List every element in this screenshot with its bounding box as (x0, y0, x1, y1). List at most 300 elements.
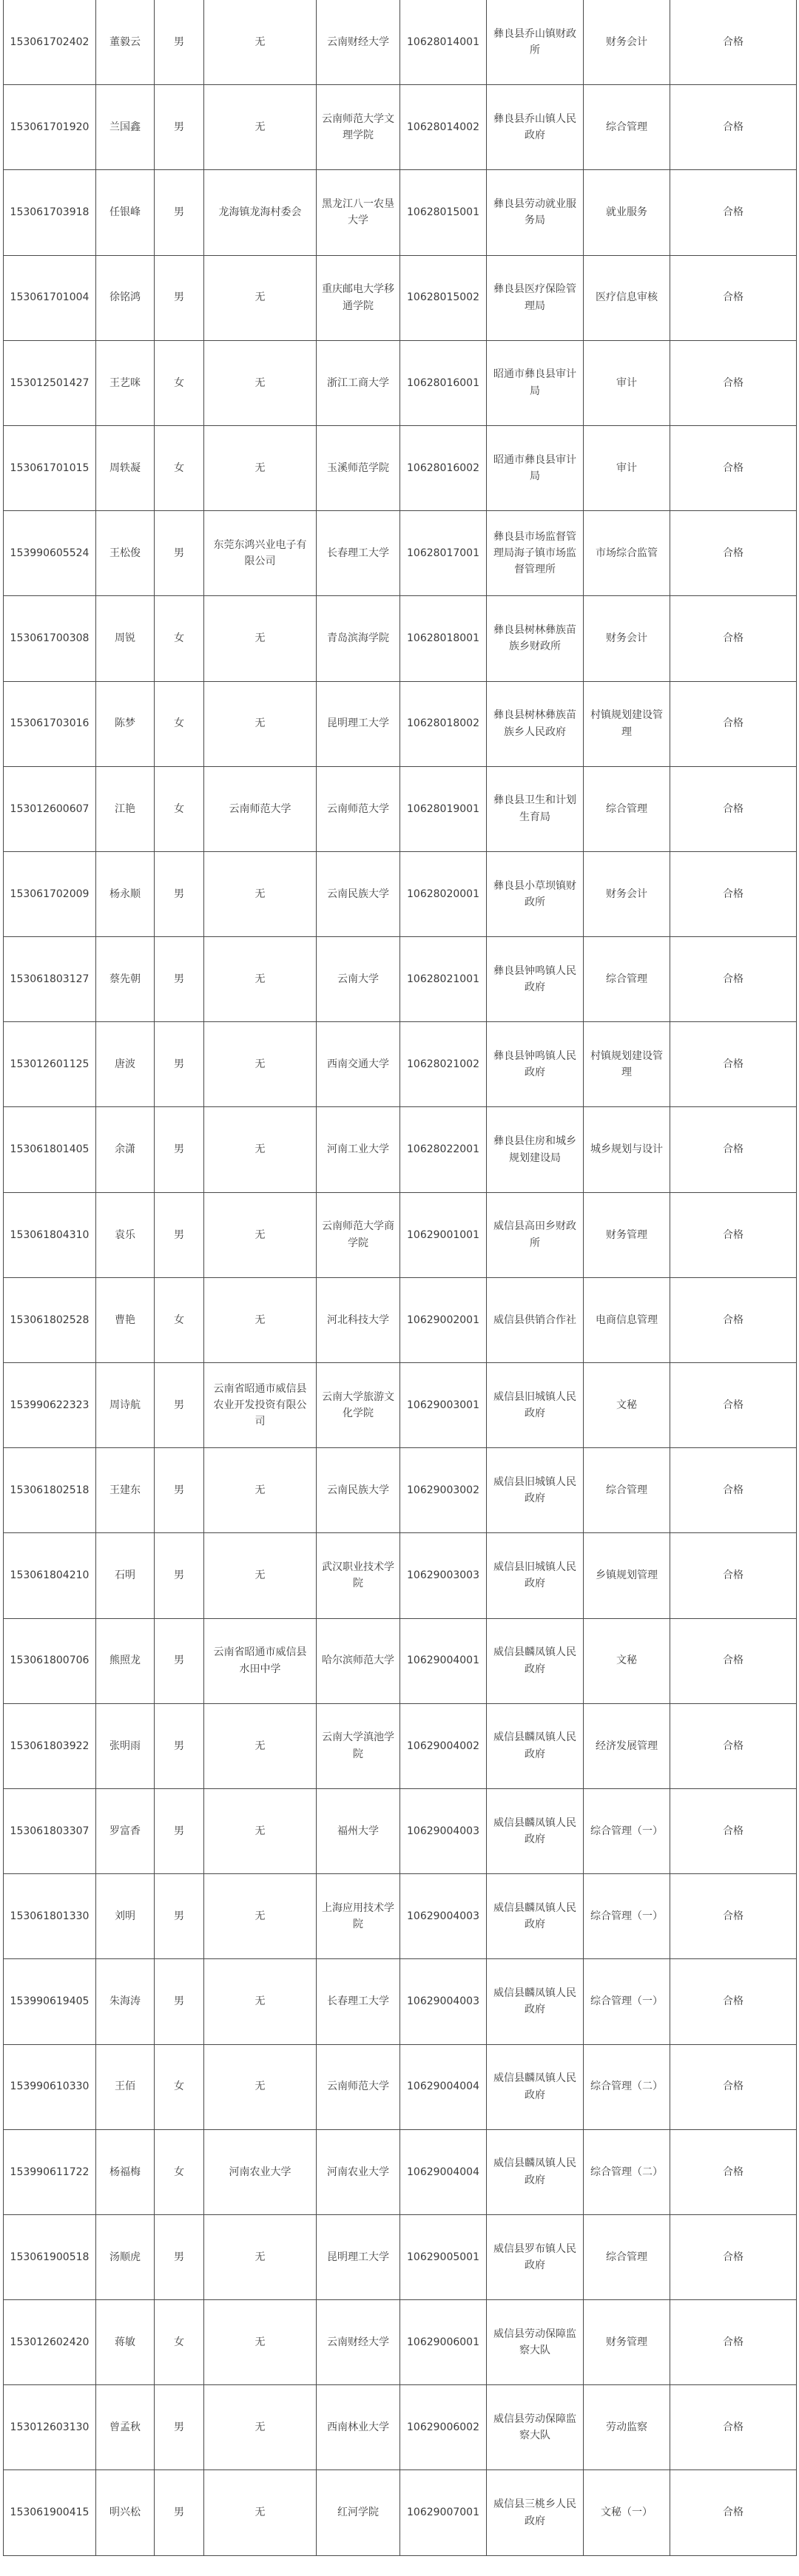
gender-cell: 男 (155, 511, 204, 596)
school-cell: 西南交通大学 (317, 1022, 400, 1107)
position-name-cell: 医疗信息审核 (584, 255, 670, 340)
gender-cell: 男 (155, 1703, 204, 1788)
position-code-cell: 10629001001 (400, 1192, 487, 1277)
result-cell: 合格 (670, 596, 797, 681)
table-row (4, 681, 797, 766)
table-row (4, 1022, 797, 1107)
result-cell: 合格 (670, 851, 797, 936)
result-cell: 合格 (670, 2300, 797, 2385)
name-cell: 汤顺虎 (96, 2214, 155, 2299)
position-name-cell: 文秘 (584, 1363, 670, 1448)
gender-cell: 男 (155, 1533, 204, 1618)
name-cell: 王建东 (96, 1448, 155, 1533)
result-cell: 合格 (670, 937, 797, 1022)
unit-cell: 威信县劳动保障监察大队 (487, 2300, 584, 2385)
workplace-cell: 无 (204, 937, 317, 1022)
table-row (4, 1363, 797, 1448)
exam-number-cell: 153061701004 (4, 255, 96, 340)
position-name-cell: 财务会计 (584, 596, 670, 681)
exam-number-cell: 153061701920 (4, 85, 96, 170)
position-code-cell: 10628016002 (400, 425, 487, 510)
position-code-cell: 10629004004 (400, 2044, 487, 2129)
result-cell: 合格 (670, 2214, 797, 2299)
unit-cell: 威信县麟凤镇人民政府 (487, 1874, 584, 1959)
position-code-cell: 10628014001 (400, 0, 487, 85)
workplace-cell: 无 (204, 1107, 317, 1192)
school-cell: 浙江工商大学 (317, 340, 400, 425)
result-cell: 合格 (670, 1874, 797, 1959)
gender-cell: 女 (155, 2129, 204, 2214)
gender-cell: 女 (155, 766, 204, 851)
position-code-cell: 10629006002 (400, 2385, 487, 2470)
school-cell: 云南师范大学 (317, 766, 400, 851)
position-code-cell: 10629003001 (400, 1363, 487, 1448)
exam-number-cell: 153990605524 (4, 511, 96, 596)
table-row (4, 1618, 797, 1703)
school-cell: 红河学院 (317, 2470, 400, 2555)
table-row (4, 2129, 797, 2214)
table-row (4, 255, 797, 340)
gender-cell: 女 (155, 2300, 204, 2385)
gender-cell: 女 (155, 2044, 204, 2129)
exam-number-cell: 153061703918 (4, 170, 96, 255)
table-row (4, 2044, 797, 2129)
position-name-cell: 财务会计 (584, 851, 670, 936)
workplace-cell: 龙海镇龙海村委会 (204, 170, 317, 255)
exam-number-cell: 153061804310 (4, 1192, 96, 1277)
gender-cell: 女 (155, 340, 204, 425)
position-code-cell: 10628018002 (400, 681, 487, 766)
name-cell: 陈梦 (96, 681, 155, 766)
school-cell: 青岛滨海学院 (317, 596, 400, 681)
position-code-cell: 10628015001 (400, 170, 487, 255)
result-cell: 合格 (670, 766, 797, 851)
exam-number-cell: 153061801405 (4, 1107, 96, 1192)
unit-cell: 威信县高田乡财政所 (487, 1192, 584, 1277)
exam-number-cell: 153061803922 (4, 1703, 96, 1788)
table-row (4, 1874, 797, 1959)
exam-number-cell: 153061804210 (4, 1533, 96, 1618)
unit-cell: 昭通市彝良县审计局 (487, 340, 584, 425)
unit-cell: 威信县供销合作社 (487, 1277, 584, 1362)
unit-cell: 威信县劳动保障监察大队 (487, 2385, 584, 2470)
workplace-cell: 无 (204, 851, 317, 936)
name-cell: 兰国鑫 (96, 85, 155, 170)
result-cell: 合格 (670, 1107, 797, 1192)
school-cell: 武汉职业技术学院 (317, 1533, 400, 1618)
workplace-cell: 无 (204, 1022, 317, 1107)
unit-cell: 彝良县钟鸣镇人民政府 (487, 937, 584, 1022)
position-code-cell: 10629004003 (400, 1788, 487, 1873)
workplace-cell: 无 (204, 255, 317, 340)
position-name-cell: 财务会计 (584, 0, 670, 85)
name-cell: 张明雨 (96, 1703, 155, 1788)
table-row (4, 170, 797, 255)
result-cell: 合格 (670, 1022, 797, 1107)
name-cell: 周诗航 (96, 1363, 155, 1448)
result-cell: 合格 (670, 681, 797, 766)
result-cell: 合格 (670, 255, 797, 340)
name-cell: 徐铭鸿 (96, 255, 155, 340)
result-cell: 合格 (670, 1363, 797, 1448)
candidate-table (3, 0, 797, 2556)
name-cell: 王松俊 (96, 511, 155, 596)
exam-number-cell: 153990610330 (4, 2044, 96, 2129)
workplace-cell: 无 (204, 1703, 317, 1788)
gender-cell: 男 (155, 2470, 204, 2555)
gender-cell: 女 (155, 596, 204, 681)
workplace-cell: 云南省昭通市威信县水田中学 (204, 1618, 317, 1703)
position-code-cell: 10629004003 (400, 1959, 487, 2044)
school-cell: 长春理工大学 (317, 511, 400, 596)
workplace-cell: 无 (204, 1959, 317, 2044)
unit-cell: 彝良县劳动就业服务局 (487, 170, 584, 255)
position-code-cell: 10629004004 (400, 2129, 487, 2214)
position-name-cell: 经济发展管理 (584, 1703, 670, 1788)
exam-number-cell: 153012603130 (4, 2385, 96, 2470)
unit-cell: 威信县麟凤镇人民政府 (487, 2129, 584, 2214)
table-row (4, 1533, 797, 1618)
unit-cell: 彝良县钟鸣镇人民政府 (487, 1022, 584, 1107)
table-row (4, 1788, 797, 1873)
name-cell: 蒋敏 (96, 2300, 155, 2385)
table-row (4, 2300, 797, 2385)
position-code-cell: 10629003002 (400, 1448, 487, 1533)
gender-cell: 男 (155, 255, 204, 340)
position-name-cell: 财务管理 (584, 1192, 670, 1277)
position-name-cell: 综合管理（二） (584, 2044, 670, 2129)
unit-cell: 彝良县树林彝族苗族乡财政所 (487, 596, 584, 681)
exam-number-cell: 153061800706 (4, 1618, 96, 1703)
position-name-cell: 审计 (584, 340, 670, 425)
position-name-cell: 审计 (584, 425, 670, 510)
position-name-cell: 电商信息管理 (584, 1277, 670, 1362)
school-cell: 云南财经大学 (317, 2300, 400, 2385)
position-name-cell: 城乡规划与设计 (584, 1107, 670, 1192)
exam-number-cell: 153061802518 (4, 1448, 96, 1533)
result-cell: 合格 (670, 2385, 797, 2470)
result-cell: 合格 (670, 1618, 797, 1703)
gender-cell: 男 (155, 1788, 204, 1873)
result-cell: 合格 (670, 1959, 797, 2044)
gender-cell: 男 (155, 1874, 204, 1959)
exam-number-cell: 153061900518 (4, 2214, 96, 2299)
table-row (4, 1277, 797, 1362)
name-cell: 曹艳 (96, 1277, 155, 1362)
name-cell: 董毅云 (96, 0, 155, 85)
position-name-cell: 综合管理 (584, 85, 670, 170)
position-name-cell: 就业服务 (584, 170, 670, 255)
school-cell: 云南师范大学文理学院 (317, 85, 400, 170)
school-cell: 云南大学滇池学院 (317, 1703, 400, 1788)
position-name-cell: 村镇规划建设管理 (584, 1022, 670, 1107)
position-code-cell: 10629005001 (400, 2214, 487, 2299)
exam-number-cell: 153061701015 (4, 425, 96, 510)
unit-cell: 彝良县小草坝镇财政所 (487, 851, 584, 936)
gender-cell: 男 (155, 2385, 204, 2470)
school-cell: 云南民族大学 (317, 851, 400, 936)
table-row (4, 596, 797, 681)
result-cell: 合格 (670, 1448, 797, 1533)
table-row (4, 1959, 797, 2044)
unit-cell: 彝良县树林彝族苗族乡人民政府 (487, 681, 584, 766)
unit-cell: 彝良县住房和城乡规划建设局 (487, 1107, 584, 1192)
exam-number-cell: 153990611722 (4, 2129, 96, 2214)
name-cell: 王佰 (96, 2044, 155, 2129)
school-cell: 昆明理工大学 (317, 681, 400, 766)
result-cell: 合格 (670, 2044, 797, 2129)
result-cell: 合格 (670, 1703, 797, 1788)
name-cell: 任银峰 (96, 170, 155, 255)
exam-number-cell: 153012501427 (4, 340, 96, 425)
name-cell: 石明 (96, 1533, 155, 1618)
exam-number-cell: 153990622323 (4, 1363, 96, 1448)
gender-cell: 男 (155, 1107, 204, 1192)
exam-number-cell: 153061803127 (4, 937, 96, 1022)
gender-cell: 男 (155, 1363, 204, 1448)
school-cell: 昆明理工大学 (317, 2214, 400, 2299)
name-cell: 余潇 (96, 1107, 155, 1192)
position-name-cell: 综合管理 (584, 2214, 670, 2299)
unit-cell: 威信县旧城镇人民政府 (487, 1533, 584, 1618)
table-row (4, 2470, 797, 2555)
school-cell: 云南师范大学 (317, 2044, 400, 2129)
table-row (4, 340, 797, 425)
result-cell: 合格 (670, 1533, 797, 1618)
gender-cell: 男 (155, 1618, 204, 1703)
position-code-cell: 10628016001 (400, 340, 487, 425)
workplace-cell: 无 (204, 681, 317, 766)
workplace-cell: 无 (204, 1874, 317, 1959)
position-code-cell: 10629004001 (400, 1618, 487, 1703)
table-row (4, 511, 797, 596)
school-cell: 黑龙江八一农垦大学 (317, 170, 400, 255)
position-code-cell: 10629004003 (400, 1874, 487, 1959)
workplace-cell: 无 (204, 596, 317, 681)
position-code-cell: 10628021002 (400, 1022, 487, 1107)
result-cell: 合格 (670, 340, 797, 425)
gender-cell: 女 (155, 425, 204, 510)
workplace-cell: 无 (204, 425, 317, 510)
school-cell: 重庆邮电大学移通学院 (317, 255, 400, 340)
table-row (4, 0, 797, 85)
workplace-cell: 无 (204, 2214, 317, 2299)
table-row (4, 937, 797, 1022)
name-cell: 周锐 (96, 596, 155, 681)
gender-cell: 男 (155, 1448, 204, 1533)
gender-cell: 男 (155, 170, 204, 255)
table-row (4, 85, 797, 170)
name-cell: 曾孟秋 (96, 2385, 155, 2470)
position-code-cell: 10628017001 (400, 511, 487, 596)
school-cell: 云南大学旅游文化学院 (317, 1363, 400, 1448)
result-cell: 合格 (670, 1277, 797, 1362)
position-name-cell: 文秘 (584, 1618, 670, 1703)
name-cell: 明兴松 (96, 2470, 155, 2555)
exam-number-cell: 153061702009 (4, 851, 96, 936)
position-name-cell: 财务管理 (584, 2300, 670, 2385)
school-cell: 上海应用技术学院 (317, 1874, 400, 1959)
name-cell: 罗富香 (96, 1788, 155, 1873)
result-cell: 合格 (670, 1788, 797, 1873)
position-name-cell: 劳动监察 (584, 2385, 670, 2470)
workplace-cell: 云南师范大学 (204, 766, 317, 851)
position-code-cell: 10629007001 (400, 2470, 487, 2555)
school-cell: 长春理工大学 (317, 1959, 400, 2044)
position-name-cell: 文秘（一） (584, 2470, 670, 2555)
result-cell: 合格 (670, 0, 797, 85)
school-cell: 云南财经大学 (317, 0, 400, 85)
workplace-cell: 无 (204, 1788, 317, 1873)
table-row (4, 425, 797, 510)
unit-cell: 彝良县市场监督管理局海子镇市场监督管理所 (487, 511, 584, 596)
table-row (4, 1107, 797, 1192)
position-code-cell: 10629002001 (400, 1277, 487, 1362)
exam-number-cell: 153012601125 (4, 1022, 96, 1107)
table-row (4, 1448, 797, 1533)
unit-cell: 昭通市彝良县审计局 (487, 425, 584, 510)
workplace-cell: 无 (204, 1192, 317, 1277)
name-cell: 刘明 (96, 1874, 155, 1959)
school-cell: 福州大学 (317, 1788, 400, 1873)
school-cell: 西南林业大学 (317, 2385, 400, 2470)
unit-cell: 彝良县医疗保险管理局 (487, 255, 584, 340)
school-cell: 云南大学 (317, 937, 400, 1022)
name-cell: 周轶凝 (96, 425, 155, 510)
position-name-cell: 乡镇规划管理 (584, 1533, 670, 1618)
result-cell: 合格 (670, 511, 797, 596)
workplace-cell: 无 (204, 85, 317, 170)
name-cell: 唐波 (96, 1022, 155, 1107)
workplace-cell: 河南农业大学 (204, 2129, 317, 2214)
name-cell: 杨福梅 (96, 2129, 155, 2214)
unit-cell: 威信县三桃乡人民政府 (487, 2470, 584, 2555)
unit-cell: 威信县罗布镇人民政府 (487, 2214, 584, 2299)
name-cell: 朱海涛 (96, 1959, 155, 2044)
gender-cell: 女 (155, 681, 204, 766)
position-code-cell: 10629006001 (400, 2300, 487, 2385)
position-code-cell: 10628021001 (400, 937, 487, 1022)
position-code-cell: 10628018001 (400, 596, 487, 681)
workplace-cell: 无 (204, 1533, 317, 1618)
school-cell: 河南农业大学 (317, 2129, 400, 2214)
gender-cell: 男 (155, 851, 204, 936)
workplace-cell: 无 (204, 340, 317, 425)
gender-cell: 男 (155, 2214, 204, 2299)
workplace-cell: 无 (204, 1277, 317, 1362)
position-code-cell: 10628014002 (400, 85, 487, 170)
name-cell: 袁乐 (96, 1192, 155, 1277)
table-body (4, 0, 797, 2555)
position-code-cell: 10628020001 (400, 851, 487, 936)
unit-cell: 威信县旧城镇人民政府 (487, 1448, 584, 1533)
workplace-cell: 无 (204, 2470, 317, 2555)
result-cell: 合格 (670, 1192, 797, 1277)
position-code-cell: 10629003003 (400, 1533, 487, 1618)
exam-number-cell: 153061702402 (4, 0, 96, 85)
gender-cell: 男 (155, 1022, 204, 1107)
position-code-cell: 10628019001 (400, 766, 487, 851)
exam-number-cell: 153061802528 (4, 1277, 96, 1362)
table-row (4, 851, 797, 936)
name-cell: 蔡先朝 (96, 937, 155, 1022)
workplace-cell: 无 (204, 1448, 317, 1533)
workplace-cell: 无 (204, 2385, 317, 2470)
gender-cell: 男 (155, 85, 204, 170)
gender-cell: 女 (155, 1277, 204, 1362)
name-cell: 王艺咪 (96, 340, 155, 425)
gender-cell: 男 (155, 0, 204, 85)
result-cell: 合格 (670, 2470, 797, 2555)
table-row (4, 2385, 797, 2470)
workplace-cell: 云南省昭通市威信县农业开发投资有限公司 (204, 1363, 317, 1448)
unit-cell: 彝良县卫生和计划生育局 (487, 766, 584, 851)
unit-cell: 威信县麟凤镇人民政府 (487, 1618, 584, 1703)
workplace-cell: 东莞东鸿兴业电子有限公司 (204, 511, 317, 596)
gender-cell: 男 (155, 937, 204, 1022)
table-row (4, 1192, 797, 1277)
unit-cell: 彝良县乔山镇财政所 (487, 0, 584, 85)
school-cell: 云南民族大学 (317, 1448, 400, 1533)
position-code-cell: 10628015002 (400, 255, 487, 340)
position-name-cell: 综合管理（一） (584, 1874, 670, 1959)
unit-cell: 威信县旧城镇人民政府 (487, 1363, 584, 1448)
unit-cell: 威信县麟凤镇人民政府 (487, 1703, 584, 1788)
unit-cell: 威信县麟凤镇人民政府 (487, 2044, 584, 2129)
unit-cell: 威信县麟凤镇人民政府 (487, 1959, 584, 2044)
workplace-cell: 无 (204, 2044, 317, 2129)
school-cell: 哈尔滨师范大学 (317, 1618, 400, 1703)
name-cell: 江艳 (96, 766, 155, 851)
table-row (4, 766, 797, 851)
position-name-cell: 综合管理 (584, 766, 670, 851)
unit-cell: 威信县麟凤镇人民政府 (487, 1788, 584, 1873)
result-cell: 合格 (670, 2129, 797, 2214)
school-cell: 玉溪师范学院 (317, 425, 400, 510)
result-cell: 合格 (670, 85, 797, 170)
exam-number-cell: 153061803307 (4, 1788, 96, 1873)
unit-cell: 彝良县乔山镇人民政府 (487, 85, 584, 170)
name-cell: 熊照龙 (96, 1618, 155, 1703)
position-name-cell: 村镇规划建设管理 (584, 681, 670, 766)
name-cell: 杨永顺 (96, 851, 155, 936)
result-cell: 合格 (670, 170, 797, 255)
position-name-cell: 综合管理 (584, 1448, 670, 1533)
workplace-cell: 无 (204, 2300, 317, 2385)
table-row (4, 2214, 797, 2299)
table-row (4, 1703, 797, 1788)
position-name-cell: 市场综合监管 (584, 511, 670, 596)
gender-cell: 男 (155, 1959, 204, 2044)
exam-number-cell: 153061700308 (4, 596, 96, 681)
position-code-cell: 10629004002 (400, 1703, 487, 1788)
exam-number-cell: 153061900415 (4, 2470, 96, 2555)
position-name-cell: 综合管理（一） (584, 1959, 670, 2044)
school-cell: 河北科技大学 (317, 1277, 400, 1362)
exam-number-cell: 153012602420 (4, 2300, 96, 2385)
school-cell: 河南工业大学 (317, 1107, 400, 1192)
position-name-cell: 综合管理（一） (584, 1788, 670, 1873)
position-name-cell: 综合管理（二） (584, 2129, 670, 2214)
position-code-cell: 10628022001 (400, 1107, 487, 1192)
result-cell: 合格 (670, 425, 797, 510)
exam-number-cell: 153990619405 (4, 1959, 96, 2044)
school-cell: 云南师范大学商学院 (317, 1192, 400, 1277)
exam-number-cell: 153061801330 (4, 1874, 96, 1959)
gender-cell: 男 (155, 1192, 204, 1277)
workplace-cell: 无 (204, 0, 317, 85)
exam-number-cell: 153012600607 (4, 766, 96, 851)
